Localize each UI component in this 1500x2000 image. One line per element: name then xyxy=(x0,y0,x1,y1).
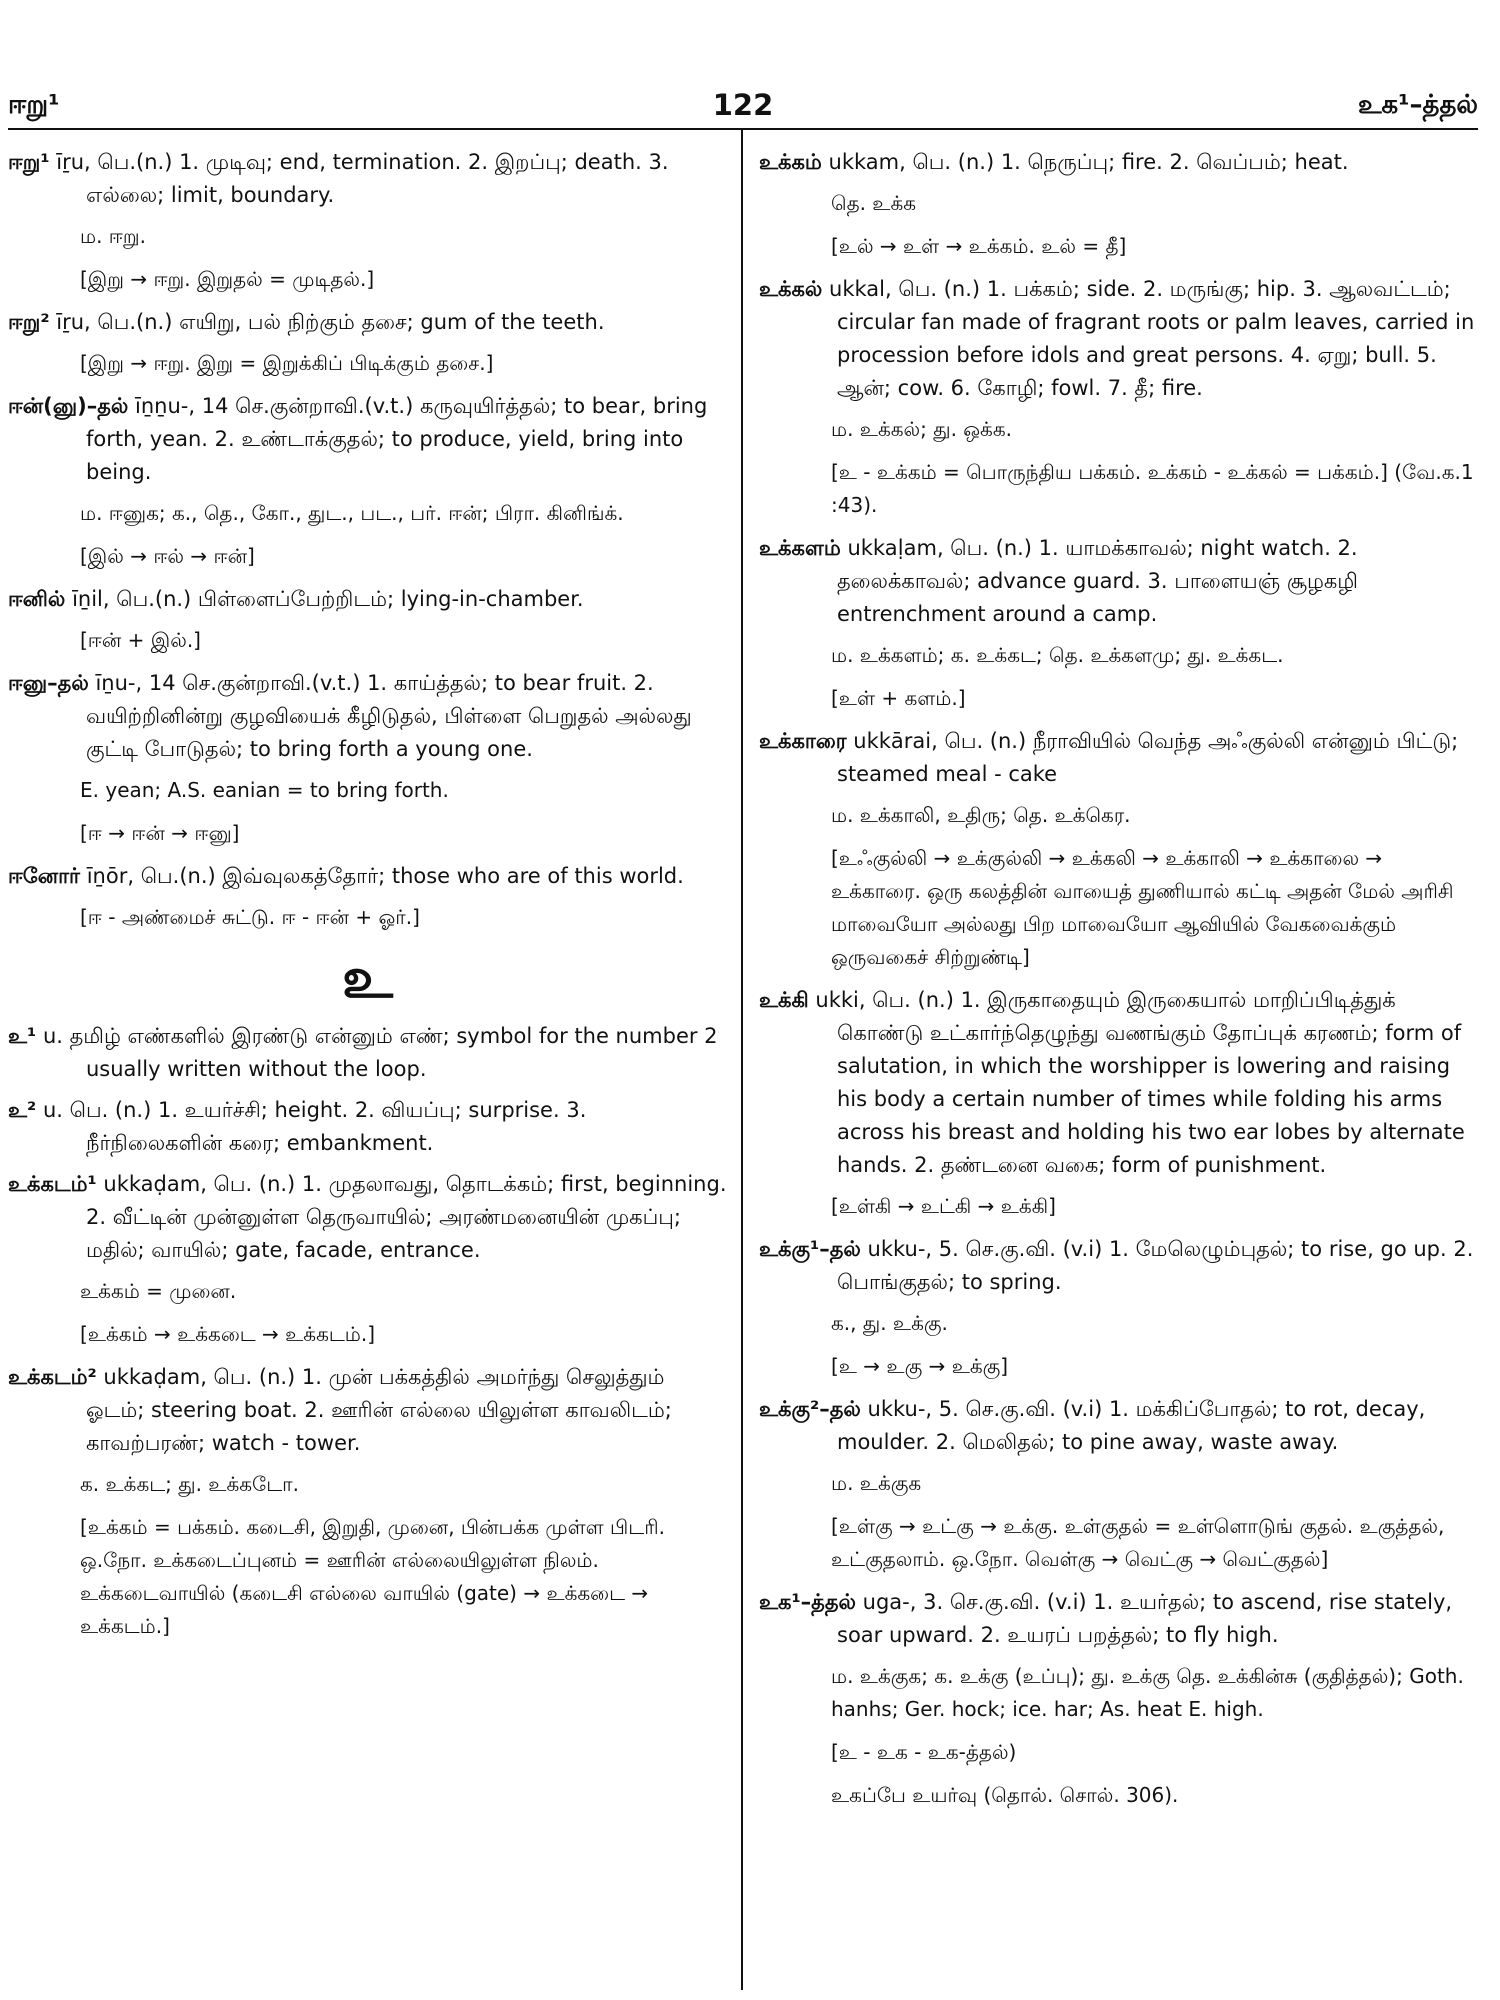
entry-body xyxy=(8,146,727,212)
dictionary-entry xyxy=(8,583,727,657)
dictionary-entry xyxy=(759,1586,1478,1812)
dictionary-entry xyxy=(8,1361,727,1643)
entry-body xyxy=(759,273,1478,405)
entry-definition: īṉōr, பெ.(n.) இவ்வுலகத்தோர்; those who are of this world. xyxy=(86,864,684,888)
entry-etymology-note: உகப்பே உயர்வு (தொல். சொல். 306). xyxy=(831,1783,1179,1807)
entry-etymology-note: [உஃகுல்லி → உக்குல்லி → உக்கலி → உக்காலி → உக்காலை → உக்காரை. ஒரு கலத்தின் வாயைத் துணியால் கட்டி அதன் மேல் அரிசி மாவையோ அல்லது பிற மாவையோ ஆவியில் வேகவைக்கும் ஒருவகைச் சிற்றுண்டி] xyxy=(831,846,1454,969)
entry-etymology-note: [உள்கு → உட்கு → உக்கு. உள்குதல் = உள்ளொடுங் குதல். உகுத்தல், உட்குதலாம். ஒ.நோ. வெள்கு → வெட்கு → வெட்குதல்] xyxy=(831,1514,1445,1571)
entry-headword: உக்களம் xyxy=(759,536,841,560)
entry-etymology-note: [ஈ - அண்மைச் சுட்டு. ஈ - ஈன் + ஓர்.] xyxy=(80,905,420,929)
entry-definition: ukkal, பெ. (n.) 1. பக்கம்; side. 2. மருங்கு; hip. 3. ஆலவட்டம்; circular fan made of fragrant roots or palm leaves, carried in procession before idols and great persons. 4. ஏறு; bull. 5. ஆன்; cow. 6. கோழி; fowl. 7. தீ; fire. xyxy=(829,277,1475,400)
entry-definition: u. தமிழ் எண்களில் இரண்டு என்னும் எண்; symbol for the number 2 usually written without the loop. xyxy=(42,1024,718,1081)
entry-body xyxy=(759,1233,1478,1299)
page-number: 122 xyxy=(712,88,774,122)
entry-body xyxy=(759,146,1478,179)
entry-etymology-note: ம. உக்குக xyxy=(831,1471,922,1495)
dictionary-entry xyxy=(8,306,727,380)
entry-etymology-note: [ஈன் + இல்.] xyxy=(80,628,201,652)
entry-body xyxy=(8,583,727,616)
entry-body xyxy=(759,984,1478,1182)
left-entries-after-section xyxy=(8,1020,727,1643)
entry-headword: உக¹–த்தல் xyxy=(759,1590,856,1614)
section-letter: உ xyxy=(342,946,393,1011)
entry-etymology-note: [ஈ → ஈன் → ஈனு] xyxy=(80,821,240,845)
entry-etymology-note: [உள்கி → உட்கி → உக்கி] xyxy=(831,1194,1056,1218)
entry-body xyxy=(8,390,727,489)
entry-headword: உக்கடம்¹ xyxy=(8,1172,97,1196)
entry-etymology-note: ம. உக்களம்; க. உக்கட; தெ. உக்களமு; து. உக்கட. xyxy=(831,643,1284,667)
entry-etymology-note: [உள் + களம்.] xyxy=(831,686,966,710)
entry-headword: உக்கடம்² xyxy=(8,1365,97,1389)
columns xyxy=(8,130,1478,1990)
dictionary-entry xyxy=(759,146,1478,263)
entry-definition: ukku-, 5. செ.கு.வி. (v.i) 1. மேலெழும்புதல்; to rise, go up. 2. பொங்குதல்; to spring. xyxy=(837,1237,1474,1294)
entry-definition: īṉu-, 14 செ.குன்றாவி.(v.t.) 1. காய்த்தல்; to bear fruit. 2. வயிற்றினின்று குழவியைக் கீழிடுதல், பிள்ளை பெறுதல் அல்லது குட்டி போடுதல்; to bring forth a young one. xyxy=(86,671,692,761)
entry-etymology-note: [இல் → ஈல் → ஈன்] xyxy=(80,544,255,568)
entry-etymology-note: [உ → உகு → உக்கு] xyxy=(831,1354,1009,1378)
entry-etymology-note: [உக்கம் = பக்கம். கடைசி, இறுதி, முனை, பின்பக்க முள்ள பிடரி. ஒ.நோ. உக்கடைப்புனம் = ஊரின் எல்லையிலுள்ள நிலம். உக்கடைவாயில் (கடைசி எல்லை வாயில் (gate) → உக்கடை → உக்கடம்.] xyxy=(80,1515,665,1638)
page-header xyxy=(8,88,1478,130)
entry-body xyxy=(8,306,727,339)
entry-body xyxy=(8,1168,727,1267)
entry-headword: ஈன்(னு)–தல் xyxy=(8,394,129,418)
header-left-guide-word: ஈறு¹ xyxy=(8,90,60,120)
entry-headword: உக்கு²–தல் xyxy=(759,1397,861,1421)
entry-body xyxy=(8,860,727,893)
entry-definition: uga-, 3. செ.கு.வி. (v.i) 1. உயர்தல்; to ascend, rise stately, soar upward. 2. உயரப் பறத்தல்; to fly high. xyxy=(837,1590,1453,1647)
entry-headword: ஈனில் xyxy=(8,587,66,611)
entry-headword: உ² xyxy=(8,1098,37,1122)
entry-etymology-note: க., து. உக்கு. xyxy=(831,1311,948,1335)
entry-body xyxy=(759,1586,1478,1652)
header-right-guide-word: உக¹–த்தல் xyxy=(1357,90,1478,120)
entry-etymology-note: [உல் → உள் → உக்கம். உல் = தீ] xyxy=(831,234,1127,258)
entry-body xyxy=(759,725,1478,791)
entry-body xyxy=(759,532,1478,631)
entry-definition: ukkārai, பெ. (n.) நீராவியில் வெந்த அஃகுல்லி என்னும் பிட்டு; steamed meal - cake xyxy=(837,729,1459,786)
entry-etymology-note: ம. உக்கல்; து. ஒக்க. xyxy=(831,417,1012,441)
entry-definition: ukkaḍam, பெ. (n.) 1. முதலாவது, தொடக்கம்; first, beginning. 2. வீட்டின் முன்னுள்ள தெருவாயில்; அரண்மனையின் முகப்பு; மதில்; வாயில்; gate, facade, entrance. xyxy=(86,1172,727,1262)
entry-definition: īṉṉu-, 14 செ.குன்றாவி.(v.t.) கருவுயிர்த்தல்; to bear, bring forth, yean. 2. உண்டாக்குதல்; to produce, yield, bring into being. xyxy=(86,394,708,484)
dictionary-entry xyxy=(759,532,1478,715)
entry-headword: உ¹ xyxy=(8,1024,37,1048)
dictionary-entry xyxy=(8,1168,727,1351)
left-entries xyxy=(8,146,727,934)
right-entries xyxy=(759,146,1478,1812)
entry-etymology-note: [இறு → ஈறு. இறு = இறுக்கிப் பிடிக்கும் தசை.] xyxy=(80,351,494,375)
entry-etymology-note: [இறு → ஈறு. இறுதல் = முடிதல்.] xyxy=(80,267,375,291)
dictionary-entry xyxy=(8,390,727,573)
entry-etymology-note: ம. ஈறு. xyxy=(80,224,146,248)
dictionary-entry xyxy=(8,146,727,296)
entry-definition: ukku-, 5. செ.கு.வி. (v.i) 1. மக்கிப்போதல்; to rot, decay, moulder. 2. மெலிதல்; to pine away, waste away. xyxy=(837,1397,1426,1454)
dictionary-entry xyxy=(759,273,1478,522)
entry-etymology-note: தெ. உக்க xyxy=(831,191,917,215)
dictionary-entry xyxy=(759,725,1478,974)
entry-body xyxy=(8,1020,727,1086)
entry-headword: உக்கி xyxy=(759,988,809,1012)
entry-headword: ஈனு–தல் xyxy=(8,671,89,695)
entry-etymology-note: ம. ஈனுக; க., தெ., கோ., துட., பட., பர். ஈன்; பிரா. கினிங்க். xyxy=(80,501,624,525)
dictionary-entry xyxy=(8,860,727,934)
entry-etymology-note: [உ - உக - உக-த்தல்) xyxy=(831,1740,1017,1764)
entry-etymology-note: உக்கம் = முனை. xyxy=(80,1279,237,1303)
entry-headword: உக்கம் xyxy=(759,150,822,174)
entry-definition: īṟu, பெ.(n.) எயிறு, பல் நிற்கும் தசை; gum of the teeth. xyxy=(56,310,605,334)
entry-definition: īṟu, பெ.(n.) 1. முடிவு; end, termination. 2. இறப்பு; death. 3. எல்லை; limit, boundary. xyxy=(56,150,669,207)
entry-definition: ukkaḷam, பெ. (n.) 1. யாமக்காவல்; night watch. 2. தலைக்காவல்; advance guard. 3. பாளையஞ் சூழகழி entrenchment around a camp. xyxy=(837,536,1358,626)
dictionary-entry xyxy=(759,1393,1478,1576)
entry-definition: ukkam, பெ. (n.) 1. நெருப்பு; fire. 2. வெப்பம்; heat. xyxy=(828,150,1349,174)
entry-etymology-note: [உ - உக்கம் = பொருந்திய பக்கம். உக்கம் - உக்கல் = பக்கம்.] (வே.க.1 :43). xyxy=(831,460,1474,517)
entry-etymology-note: E. yean; A.S. eanian = to bring forth. xyxy=(80,778,449,802)
right-column xyxy=(743,130,1478,1990)
entry-definition: ukki, பெ. (n.) 1. இருகாதையும் இருகையால் மாறிப்பிடித்துக் கொண்டு உட்கார்ந்தெழுந்து வணங்கும் தோப்புக் கரணம்; form of salutation, in which the worshipper is lowering and raising his body a certain number of times while folding his arms across his breast and holding his two ear lobes by alternate hands. 2. தண்டனை வகை; form of punishment. xyxy=(815,988,1465,1177)
entry-etymology-note: [உக்கம் → உக்கடை → உக்கடம்.] xyxy=(80,1322,376,1346)
entry-body xyxy=(8,1361,727,1460)
dictionary-entry xyxy=(759,984,1478,1223)
entry-headword: ஈறு² xyxy=(8,310,50,334)
dictionary-entry xyxy=(759,1233,1478,1383)
entry-headword: உக்காரை xyxy=(759,729,847,753)
entry-definition: īṉil, பெ.(n.) பிள்ளைப்பேற்றிடம்; lying-in-chamber. xyxy=(72,587,584,611)
entry-headword: ஈனோர் xyxy=(8,864,81,888)
dictionary-entry xyxy=(8,667,727,850)
entry-etymology-note: ம. உக்காலி, உதிரு; தெ. உக்கெர. xyxy=(831,803,1131,827)
dictionary-entry xyxy=(8,1020,727,1086)
left-column xyxy=(8,130,743,1990)
entry-body xyxy=(8,667,727,766)
entry-definition: u. பெ. (n.) 1. உயர்ச்சி; height. 2. வியப்பு; surprise. 3. நீர்நிலைகளின் கரை; embankment. xyxy=(42,1098,587,1155)
entry-etymology-note: ம. உக்குக; க. உக்கு (உப்பு); து. உக்கு தெ. உக்கின்சு (குதித்தல்); Goth. hanhs; Ger. hock; ice. har; As. heat E. high. xyxy=(831,1664,1464,1721)
entry-body xyxy=(8,1094,727,1160)
entry-headword: உக்கு¹–தல் xyxy=(759,1237,861,1261)
entry-etymology-note: க. உக்கட; து. உக்கடோ. xyxy=(80,1472,299,1496)
entry-headword: ஈறு¹ xyxy=(8,150,50,174)
entry-body xyxy=(759,1393,1478,1459)
entry-definition: ukkaḍam, பெ. (n.) 1. முன் பக்கத்தில் அமர்ந்து செலுத்தும் ஓடம்; steering boat. 2. ஊரின் எல்லை யிலுள்ள காவலிடம்; காவற்பரண்; watch - tower. xyxy=(86,1365,672,1455)
entry-headword: உக்கல் xyxy=(759,277,823,301)
dictionary-entry xyxy=(8,1094,727,1160)
